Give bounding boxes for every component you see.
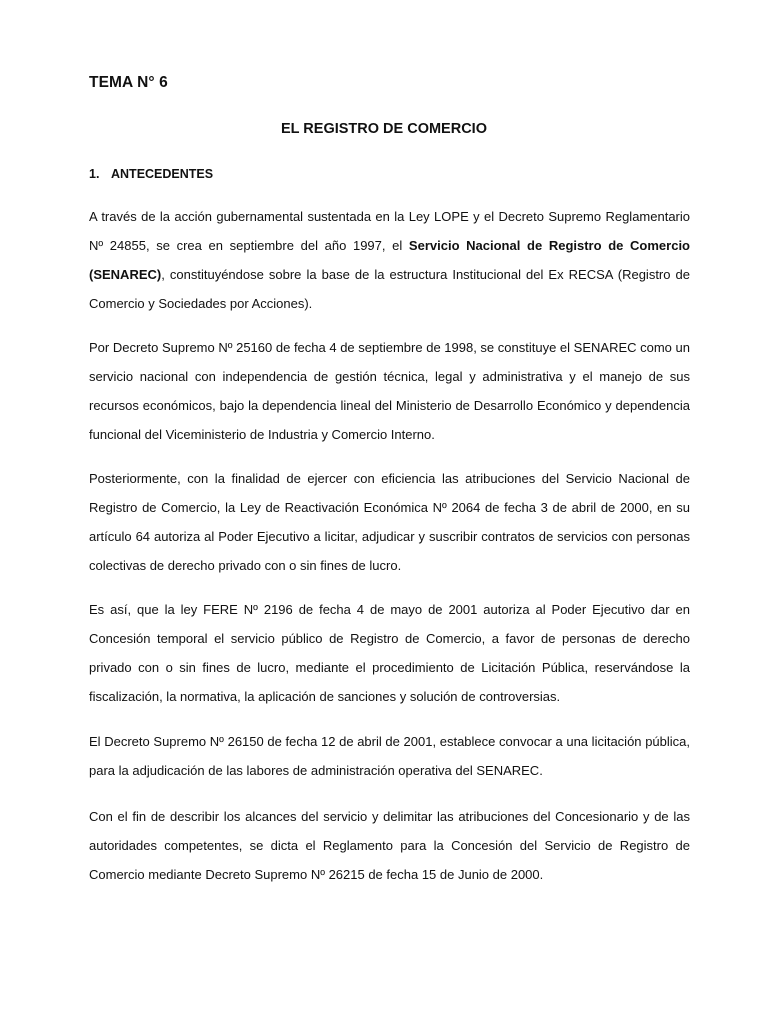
section-number: 1. [89, 167, 100, 181]
section-heading [89, 167, 213, 181]
paragraph-2: Por Decreto Supremo Nº 25160 de fecha 4 de septiembre de 1998, se constituye el SENAREC como un servicio nacional con independencia de gestión técnica, legal y administrativa y el manejo de sus recursos económicos, bajo la dependencia lineal del Ministerio de Desarrollo Económico y dependencia funcional del Viceministerio de Industria y Comercio Interno. [89, 340, 690, 442]
topic-heading: TEMA N° 6 [89, 74, 168, 91]
paragraph-5: El Decreto Supremo Nº 26150 de fecha 12 de abril de 2001, establece convocar a una licitación pública, para la adjudicación de las labores de administración operativa del SENAREC. [89, 734, 690, 778]
paragraph-6: Con el fin de describir los alcances del servicio y delimitar las atribuciones del Concesionario y de las autoridades competentes, se dicta el Reglamento para la Concesión del Servicio de Registro de Comercio mediante Decreto Supremo Nº 26215 de fecha 15 de Junio de 2000. [89, 809, 690, 882]
paragraph-1 [89, 202, 690, 318]
paragraph-1-text-start: A través de la acción gubernamental sustentada en la Ley LOPE y el Decreto Supremo Reglamentario Nº 24855, se crea en septiembre del año 1997, el [89, 209, 690, 253]
document-title: EL REGISTRO DE COMERCIO [281, 121, 487, 137]
section-title: ANTECEDENTES [111, 167, 214, 181]
paragraph-1-text-end: , constituyéndose sobre la base de la estructura Institucional del Ex RECSA (Registro de Comercio y Sociedades por Acciones). [89, 267, 690, 311]
paragraph-1-bold-text: Servicio Nacional de Registro de Comercio (SENAREC) [89, 238, 690, 282]
paragraph-3: Posteriormente, con la finalidad de ejercer con eficiencia las atribuciones del Servicio Nacional de Registro de Comercio, la Ley de Reactivación Económica Nº 2064 de fecha 3 de abril de 2000, en su artículo 64 autoriza al Poder Ejecutivo a licitar, adjudicar y suscribir contratos de servicios con personas colectivas de derecho privado con o sin fines de lucro. [89, 471, 690, 573]
paragraph-4: Es así, que la ley FERE Nº 2196 de fecha 4 de mayo de 2001 autoriza al Poder Ejecutivo dar en Concesión temporal el servicio público de Registro de Comercio, a favor de personas de derecho privado con o sin fines de lucro, mediante el procedimiento de Licitación Pública, reservándose la fiscalización, la normativa, la aplicación de sanciones y solución de controversias. [89, 602, 690, 704]
